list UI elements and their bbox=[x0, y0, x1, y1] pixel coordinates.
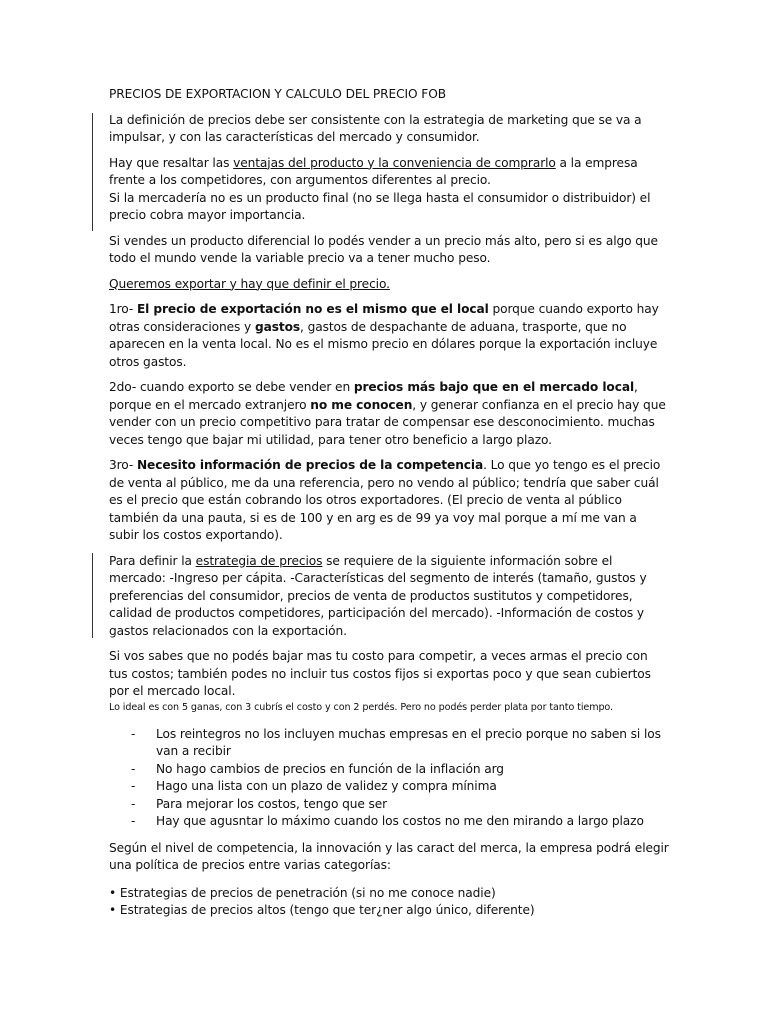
underlined-phrase: ventajas del producto y la conveniencia de comprarlo bbox=[233, 155, 556, 170]
bullet-list bbox=[109, 885, 669, 920]
section-heading: Queremos exportar y hay que definir el precio. bbox=[109, 276, 390, 291]
paragraph-3ro: 3ro- Necesito información de precios de la competencia. Lo que yo tengo es el precio de venta al público, me da una referencia, pero no vendo al público; tendría que saber cuál es el precio que están cobrando los otros exportadores. (El precio de venta al público también da una pauta, si es de 100 y en arg es de 99 ya voy mal porque a mí me van a subir los costos exportando). bbox=[109, 458, 661, 542]
underlined-phrase: estrategia de precios bbox=[195, 553, 323, 568]
bullet-item: • Estrategias de precios altos (tengo que ter¿ner algo único, diferente) bbox=[109, 903, 535, 917]
paragraph-strategy: Para definir la estrategia de precios se requiere de la siguiente información sobre el mercado: -Ingreso per cápita. -Características del segmento de interés (tamaño, gustos y preferencias del consumidor, precios de venta de productos sustitutos y competidores, calidad de productos competidores, participación del mercado). -Información de costos y gastos relacionados con la exportación. bbox=[109, 553, 647, 638]
paragraph-3: Si vendes un producto diferencial lo podés vender a un precio más alto, pero si es algo que todo el mundo vende la variable precio va a tener mucho peso. bbox=[109, 233, 658, 265]
paragraph-1: La definición de precios debe ser consistente con la estrategia de marketing que se va a impulsar, y con las características del mercado y consumidor. bbox=[109, 112, 642, 144]
margin-mark-2 bbox=[92, 553, 93, 638]
paragraph-1ro: 1ro- El precio de exportación no es el mismo que el local porque cuando exporto hay otras consideraciones y gastos, gastos de despachante de aduana, trasporte, que no aparecen en la venta local. No es el mismo precio en dólares porque la exportación incluye otros gastos. bbox=[109, 302, 659, 369]
bullet-item: • Estrategias de precios de penetración (si no me conoce nadie) bbox=[109, 885, 496, 900]
paragraph-costs: Si vos sabes que no podés bajar mas tu costo para competir, a veces armas el precio con tus costos; también podes no incluir tus costos fijos si exportas poco y que sean cubiertos por el mercado local. bbox=[109, 649, 651, 698]
list-item: - Hago una lista con un plazo de validez y compra mínima bbox=[131, 779, 497, 793]
document-title: PRECIOS DE EXPORTACION Y CALCULO DEL PRECIO FOB bbox=[109, 87, 446, 101]
list-item: - No hago cambios de precios en función de la inflación arg bbox=[131, 761, 504, 776]
document-body bbox=[109, 86, 669, 920]
dash-list bbox=[109, 726, 669, 831]
paragraph-competition: Según el nivel de competencia, la innovación y las caract del merca, la empresa podrá elegir una política de precios entre varias categorías: bbox=[109, 840, 669, 872]
list-item: - Para mejorar los costos, tengo que ser bbox=[131, 796, 388, 811]
paragraph-2: Hay que resaltar las ventajas del producto y la conveniencia de comprarlo a la empresa frente a los competidores, con argumentos diferentes al precio. Si la mercadería no es un producto final (no se llega hasta el consumidor o distribuidor) el precio cobra mayor importancia. bbox=[109, 155, 651, 222]
list-item: - Los reintegros no los incluyen muchas empresas en el precio porque no saben si los van a recibir bbox=[131, 726, 661, 758]
list-item: - Hay que agusntar lo máximo cuando los costos no me den mirando a largo plazo bbox=[131, 814, 644, 828]
paragraph-2do: 2do- cuando exporto se debe vender en precios más bajo que en el mercado local, porque en el mercado extranjero no me conocen, y generar confianza en el precio hay que vender con un precio competitivo para tratar de compensar ese desconocimiento. muchas veces tengo que bajar mi utilidad, para tener otro beneficio a largo plazo. bbox=[109, 380, 666, 447]
margin-mark-1 bbox=[92, 113, 93, 231]
small-note: Lo ideal es con 5 ganas, con 3 cubrís el costo y con 2 perdés. Pero no podés perder plata por tanto tiempo. bbox=[109, 701, 613, 713]
